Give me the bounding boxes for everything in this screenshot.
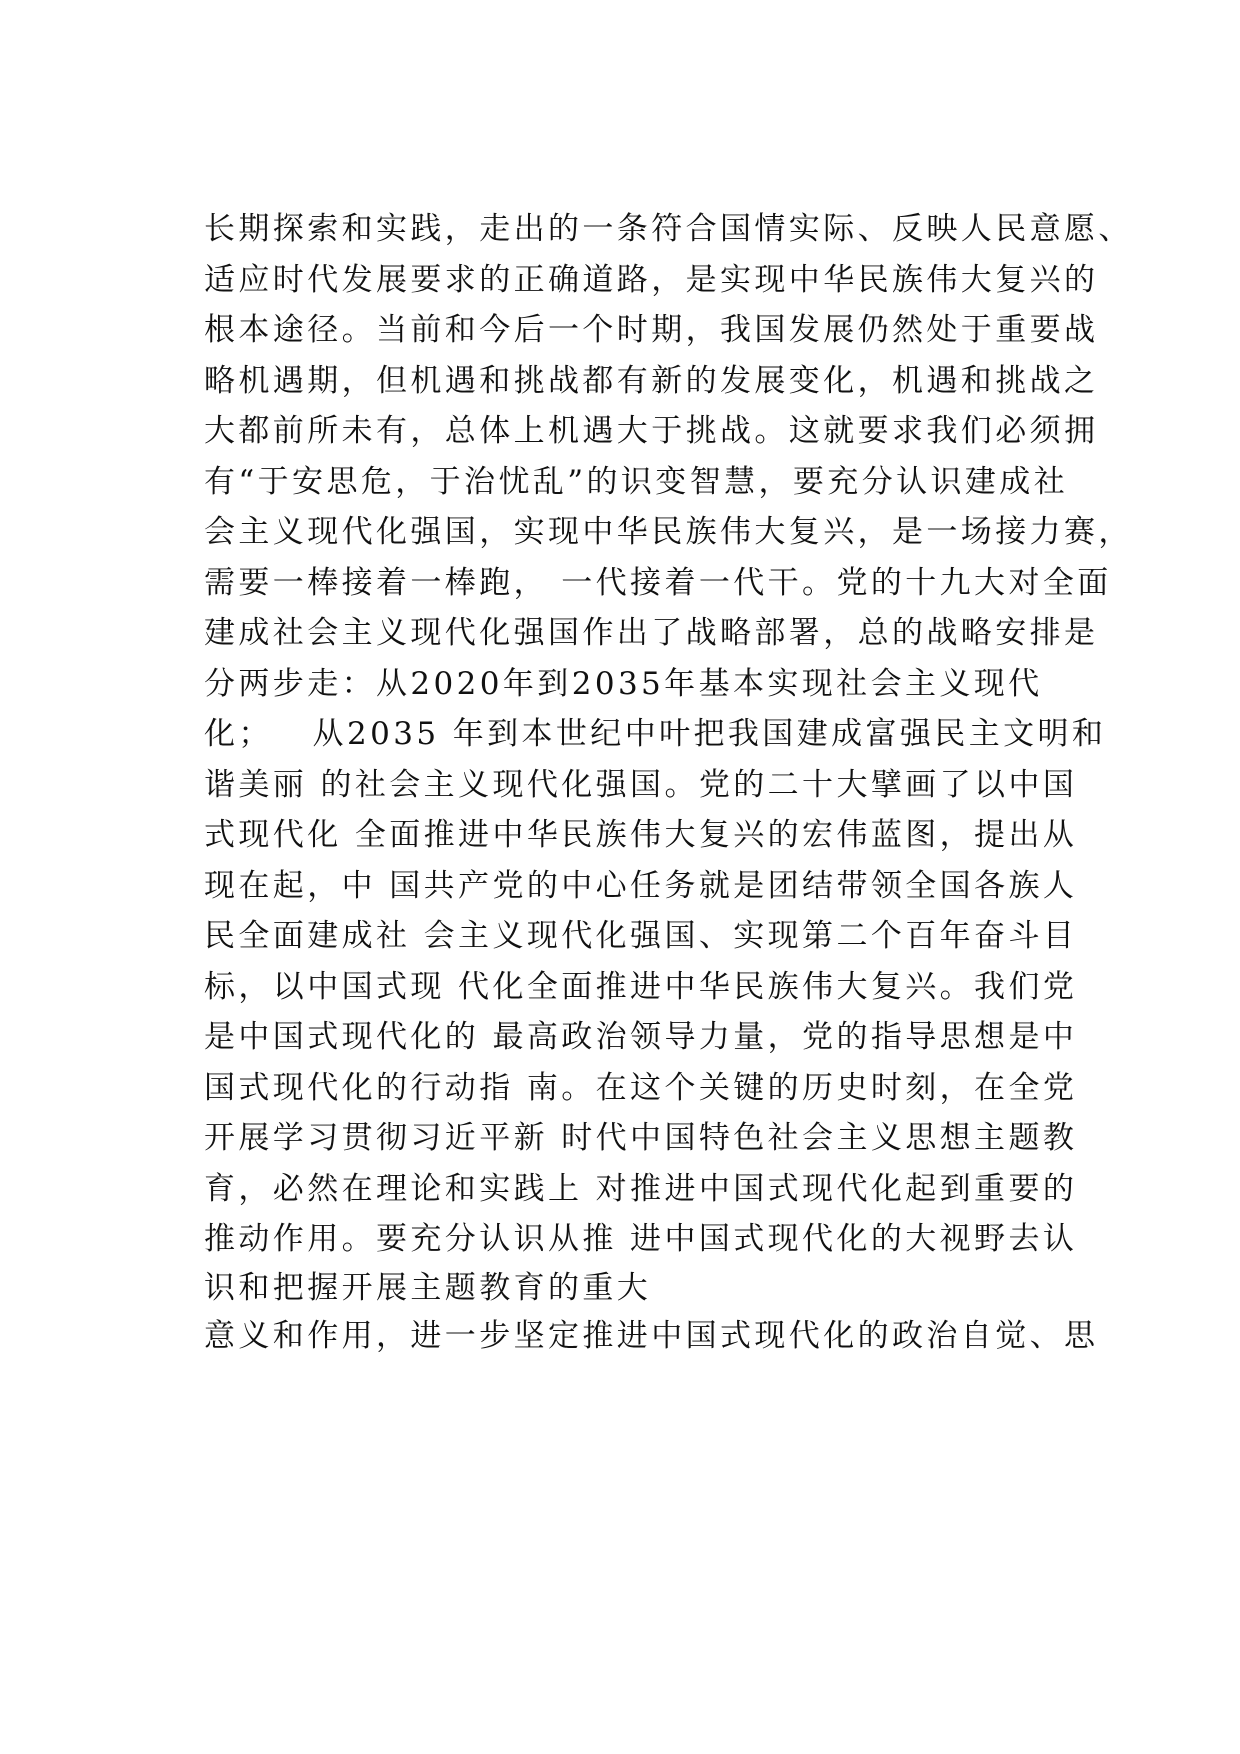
text-line: 式现代化 全面推进中华民族伟大复兴的宏伟蓝图，提出从 xyxy=(204,817,1078,853)
text-line: 意义和作用，进一步坚定推进中国式现代化的政治自觉、思 xyxy=(204,1317,1099,1354)
text-line: 现在起，中 国共产党的中心任务就是团结带领全国各族人 xyxy=(204,867,1078,904)
body-text xyxy=(204,204,1133,1361)
text-line: 是中国式现代化的 最高政治领导力量，党的指导思想是中 xyxy=(204,1019,1078,1055)
text-line: 国式现代化的行动指 南。在这个关键的历史时刻，在全党 xyxy=(204,1069,1078,1106)
text-line: 化； 从2035 年到本世纪中叶把我国建成富强民主文明和 xyxy=(204,716,1107,752)
text-line: 推动作用。要充分认识从推 进中国式现代化的大视野去认 xyxy=(204,1221,1078,1257)
text-line: 建成社会主义现代化强国作出了战略部署，总的战略安排是 xyxy=(204,615,1099,651)
text-line: 分两步走：从2020年到2035年基本实现社会主义现代 xyxy=(204,665,1043,702)
text-line: 根本途径。当前和今后一个时期，我国发展仍然处于重要战 xyxy=(204,312,1099,348)
text-line: 略机遇期，但机遇和挑战都有新的发展变化，机遇和挑战之 xyxy=(204,362,1099,399)
text-line: 长期探索和实践，走出的一条符合国情实际、反映人民意愿、 xyxy=(204,211,1133,247)
text-line: 大都前所未有，总体上机遇大于挑战。这就要求我们必须拥 xyxy=(204,413,1099,449)
text-line: 有“于安思危，于治忧乱”的识变智慧，要充分认识建成社 xyxy=(204,463,1069,500)
text-line: 适应时代发展要求的正确道路，是实现中华民族伟大复兴的 xyxy=(204,261,1099,298)
text-line: 会主义现代化强国，实现中华民族伟大复兴，是一场接力赛， xyxy=(204,514,1133,550)
text-line: 民全面建成社 会主义现代化强国、实现第二个百年奋斗目 xyxy=(204,918,1078,954)
text-line: 开展学习贯彻习近平新 时代中国特色社会主义思想主题教 xyxy=(204,1120,1078,1156)
text-line: 识和把握开展主题教育的重大 xyxy=(204,1269,652,1306)
text-line: 谐美丽 的社会主义现代化强国。党的二十大擘画了以中国 xyxy=(204,766,1078,803)
text-line: 需要一棒接着一棒跑， 一代接着一代干。党的十九大对全面 xyxy=(204,564,1112,601)
text-line: 标，以中国式现 代化全面推进中华民族伟大复兴。我们党 xyxy=(204,968,1078,1005)
text-line: 育，必然在理论和实践上 对推进中国式现代化起到重要的 xyxy=(204,1170,1078,1207)
